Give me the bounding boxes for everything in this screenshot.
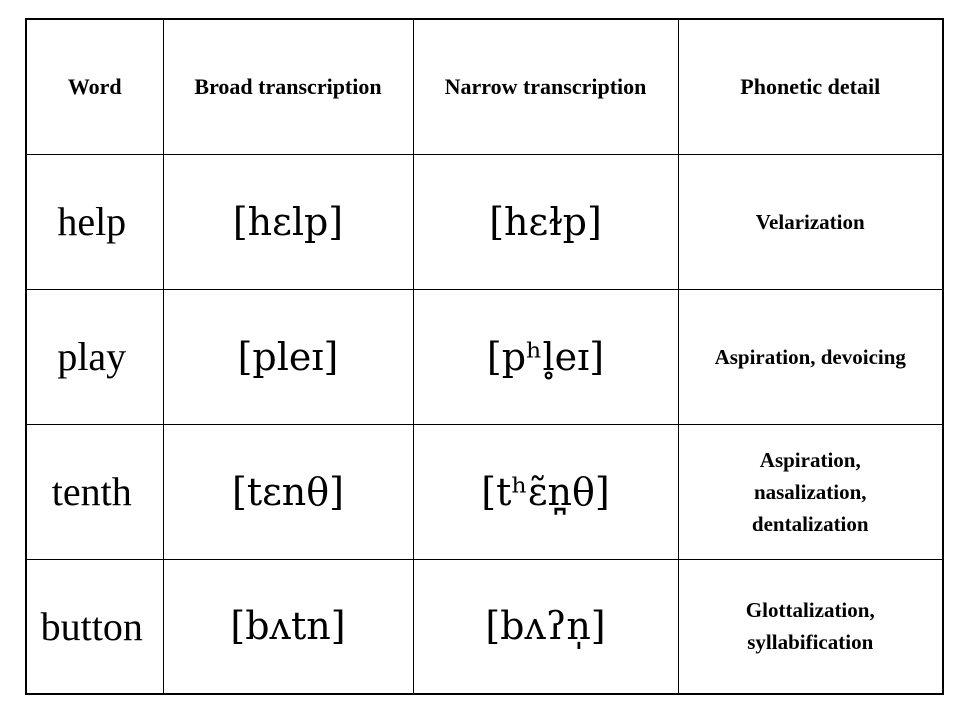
narrow-transcription-cell: [bʌʔn̩]	[413, 559, 678, 694]
header-broad-transcription: Broad transcription	[163, 19, 413, 154]
word-cell: play	[26, 289, 163, 424]
phonetic-detail-cell: Aspiration, nasalization, dentalization	[678, 424, 943, 559]
phonetic-detail-cell: Velarization	[678, 154, 943, 289]
phonetic-detail-cell: Glottalization, syllabification	[678, 559, 943, 694]
word-cell: tenth	[26, 424, 163, 559]
table-row	[26, 424, 943, 559]
phonetic-transcription-table	[25, 18, 944, 695]
table-header-row	[26, 19, 943, 154]
header-word: Word	[26, 19, 163, 154]
broad-transcription-cell: [tɛnθ]	[163, 424, 413, 559]
header-phonetic-detail: Phonetic detail	[678, 19, 943, 154]
word-cell: help	[26, 154, 163, 289]
broad-transcription-cell: [hɛlp]	[163, 154, 413, 289]
narrow-transcription-cell: [tʰɛ̃n̪θ]	[413, 424, 678, 559]
header-narrow-transcription: Narrow transcription	[413, 19, 678, 154]
broad-transcription-cell: [bʌtn]	[163, 559, 413, 694]
word-cell: button	[26, 559, 163, 694]
broad-transcription-cell: [pleɪ]	[163, 289, 413, 424]
table-row	[26, 289, 943, 424]
narrow-transcription-cell: [hɛɫp]	[413, 154, 678, 289]
table-row	[26, 154, 943, 289]
narrow-transcription-cell: [pʰl̥eɪ]	[413, 289, 678, 424]
table-row	[26, 559, 943, 694]
phonetic-detail-cell: Aspiration, devoicing	[678, 289, 943, 424]
